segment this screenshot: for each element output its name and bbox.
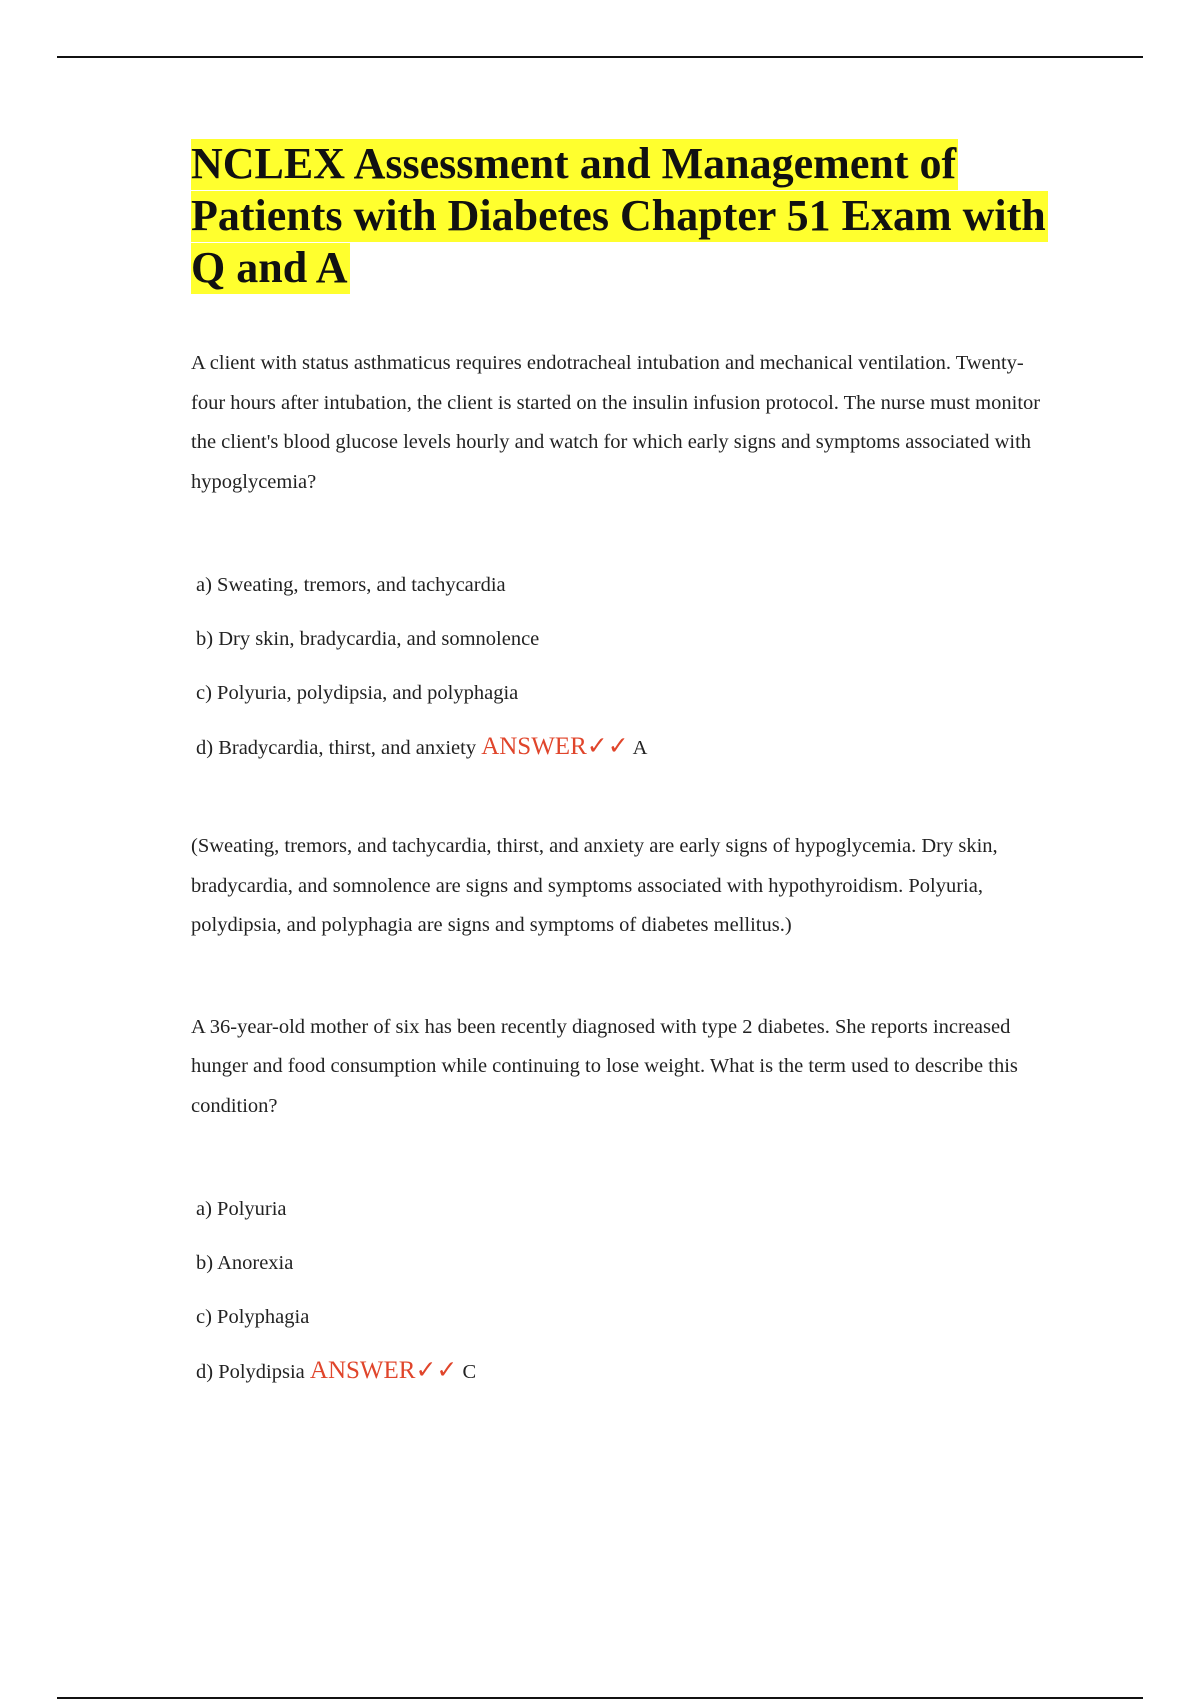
bottom-rule [57,1697,1143,1699]
question-1-option-c: c) Polyuria, polydipsia, and polyphagia [196,682,519,704]
top-rule [57,56,1143,58]
question-2-option-d [196,1358,1051,1385]
question-2-option-b: b) Anorexia [196,1252,294,1274]
document-title [191,138,1051,294]
question-1-option-d [196,734,1051,761]
question-1-option-b: b) Dry skin, bradycardia, and somnolence [196,628,540,650]
question-1-option-a: a) Sweating, tremors, and tachycardia [196,574,506,596]
question-2-options [191,1196,1051,1385]
question-1-option-d-text: d) Bradycardia, thirst, and anxiety [196,737,477,759]
question-2-text: A 36-year-old mother of six has been recently diagnosed with type 2 diabetes. She reports increased hunger and food consumption while continuing to lose weight. What is the term used to describe this condition? [191,1015,1018,1117]
question-1-answer-label: ANSWER✓✓ [481,733,629,760]
question-1-answer-value: A [632,737,648,759]
question-1-options [191,572,1051,761]
question-2-option-d-text: d) Polydipsia [196,1361,305,1383]
question-2-answer-label: ANSWER✓✓ [309,1357,458,1384]
question-1-text: A client with status asthmaticus requires endotracheal intubation and mechanical ventilation. Twenty-four hours after intubation, the client is started on the insulin infusion protocol. The nurse must monitor the client's blood glucose levels hourly and watch for which early signs and symptoms associated with hypoglycemia? [191,352,1041,493]
question-2-answer-value: C [462,1361,477,1383]
document-body [191,138,1051,1413]
question-2-option-a: a) Polyuria [196,1198,287,1220]
question-2-option-c: c) Polyphagia [196,1306,310,1328]
document-title-highlight: NCLEX Assessment and Management of Patients with Diabetes Chapter 51 Exam with Q and A [191,139,1046,292]
question-1-explanation: (Sweating, tremors, and tachycardia, thirst, and anxiety are early signs of hypoglycemia. Dry skin, bradycardia, and somnolence are signs and symptoms associated with hypothyroidism. Polyuria, polydipsia, and polyphagia are signs and symptoms of diabetes mellitus.) [191,835,998,936]
